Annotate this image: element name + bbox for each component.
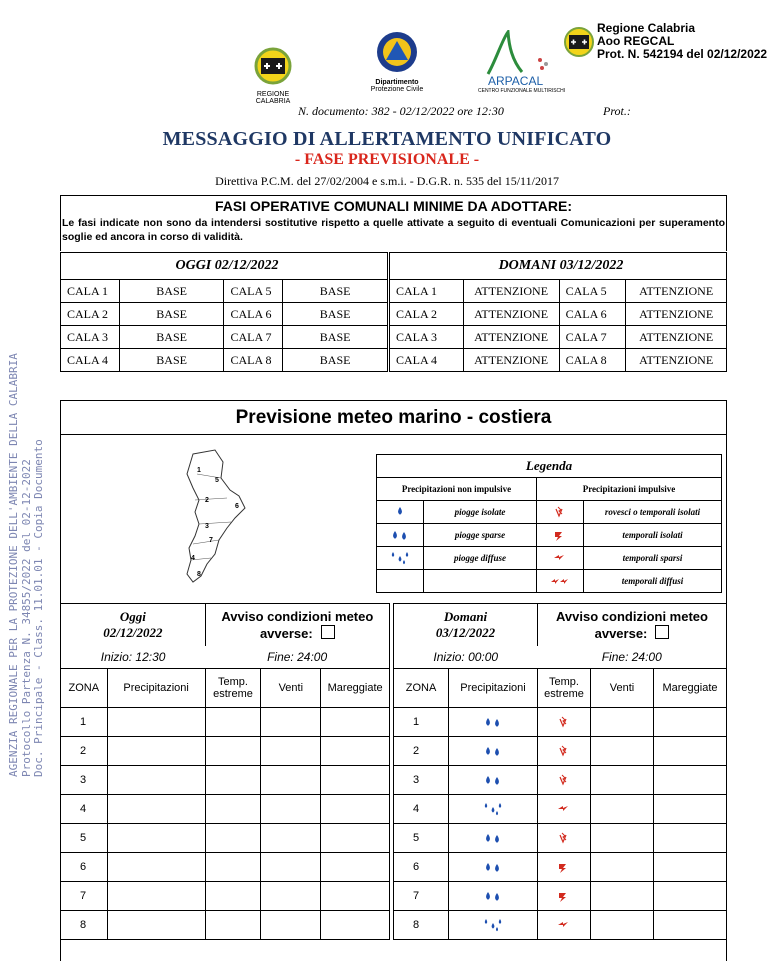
mareggiate-cell	[321, 882, 390, 911]
legend-table	[376, 454, 722, 593]
temp-cell	[205, 795, 261, 824]
zone-row	[61, 882, 390, 911]
forecast-time-row	[61, 646, 390, 669]
stamp-line-3: Prot. N. 542194 del 02/12/2022	[597, 47, 768, 61]
zone-row	[61, 766, 390, 795]
column-header-row	[61, 669, 390, 708]
forecast-tomorrow-table	[393, 603, 727, 940]
piogge-sparse-icon	[481, 861, 505, 873]
forecast-day-cell	[61, 604, 206, 647]
meteo-title: Previsione meteo marino - costiera	[60, 400, 727, 435]
mareggiate-cell	[321, 708, 390, 737]
avviso-cell	[205, 604, 389, 647]
temp-cell	[205, 737, 261, 766]
column-header: ZONA	[61, 669, 108, 708]
cala-phase-value: BASE	[283, 326, 388, 349]
forecast-date: 02/12/2022	[103, 625, 163, 640]
column-header: Temp. estreme	[538, 669, 591, 708]
forecast-day-label: Oggi	[119, 609, 146, 624]
map-zone-label: 6	[235, 503, 239, 510]
cala-phase-value: BASE	[283, 303, 388, 326]
cala-today-table	[60, 252, 388, 372]
precip-cell	[107, 911, 205, 940]
legend-right-label: rovesci o temporali isolati	[584, 501, 722, 524]
mareggiate-cell	[321, 795, 390, 824]
piogge-sparse-icon	[481, 774, 505, 786]
temp-cell	[205, 911, 261, 940]
avviso-checkbox[interactable]	[321, 625, 335, 639]
protocol-watermark	[7, 353, 80, 777]
precip-cell	[107, 708, 205, 737]
cala-zone-label: CALA 4	[390, 349, 464, 372]
mareggiate-cell	[321, 766, 390, 795]
cala-tomorrow-heading: DOMANI 03/12/2022	[390, 253, 727, 280]
venti-cell	[591, 882, 654, 911]
precip-cell	[107, 824, 205, 853]
rovesci-o-temporali-isolati-icon	[554, 832, 574, 844]
map-zone-label: 1	[197, 467, 201, 474]
venti-cell	[261, 708, 321, 737]
forecast-end: Fine: 24:00	[205, 646, 389, 669]
fasi-title: FASI OPERATIVE COMUNALI MINIME DA ADOTTARE:	[215, 198, 572, 214]
fasi-operative-box	[60, 195, 727, 251]
zone-row	[61, 824, 390, 853]
cala-zone-label: CALA 1	[61, 280, 120, 303]
zone-row	[394, 795, 727, 824]
zone-number: 1	[394, 708, 449, 737]
zone-number: 1	[61, 708, 108, 737]
temp-cell	[538, 911, 591, 940]
precip-cell	[107, 766, 205, 795]
protezione-civile-emblem-icon	[365, 30, 429, 74]
column-header: ZONA	[394, 669, 449, 708]
mareggiate-cell	[654, 824, 727, 853]
zone-row	[394, 824, 727, 853]
venti-cell	[591, 766, 654, 795]
legend-row	[377, 547, 722, 570]
precip-cell	[449, 737, 538, 766]
zone-row	[61, 911, 390, 940]
venti-cell	[591, 737, 654, 766]
zone-row	[394, 766, 727, 795]
cala-row	[61, 280, 388, 303]
watermark-line-2: Protocollo Partenza N. 34855/2022 del 02-12-2022	[19, 459, 33, 777]
stamp-line-1: Regione Calabria	[597, 21, 696, 35]
mareggiate-cell	[654, 766, 727, 795]
mareggiate-cell	[654, 708, 727, 737]
cala-row	[390, 326, 727, 349]
forecast-time-row	[394, 646, 727, 669]
piogge-diffuse-icon	[377, 547, 424, 570]
venti-cell	[591, 708, 654, 737]
precip-cell	[449, 795, 538, 824]
forecast-today-table	[60, 603, 390, 940]
cala-phase-value: BASE	[119, 326, 224, 349]
zone-row	[61, 795, 390, 824]
venti-cell	[261, 853, 321, 882]
forecast-start: Inizio: 12:30	[61, 646, 206, 669]
forecast-day-label: Domani	[443, 609, 488, 624]
venti-cell	[591, 824, 654, 853]
legend-left-label: piogge diffuse	[424, 547, 537, 570]
zone-number: 4	[394, 795, 449, 824]
calabria-crest-icon	[563, 24, 595, 60]
stamp-line-2: Aoo REGCAL	[597, 34, 675, 48]
cala-row	[61, 303, 388, 326]
map-zone-label: 3	[205, 523, 209, 530]
calabria-emblem-icon	[240, 46, 306, 86]
precip-cell	[449, 853, 538, 882]
mareggiate-cell	[321, 824, 390, 853]
avviso-cell	[538, 604, 727, 647]
temp-cell	[205, 708, 261, 737]
cala-zone-label: CALA 4	[61, 349, 120, 372]
legend-right-label: temporali sparsi	[584, 547, 722, 570]
avviso-checkbox[interactable]	[655, 625, 669, 639]
temp-cell	[205, 824, 261, 853]
piogge-sparse-icon	[481, 890, 505, 902]
precip-cell	[107, 737, 205, 766]
cala-zone-label: CALA 8	[224, 349, 283, 372]
venti-cell	[261, 737, 321, 766]
zone-row	[394, 708, 727, 737]
zone-number: 2	[394, 737, 449, 766]
piogge-sparse-icon	[481, 716, 505, 728]
column-header: Venti	[261, 669, 321, 708]
temp-cell	[538, 766, 591, 795]
temporali-isolati-icon	[554, 861, 574, 873]
cala-zone-label: CALA 6	[224, 303, 283, 326]
cala-phase-value: ATTENZIONE	[463, 303, 559, 326]
arpacal-emblem-icon	[478, 30, 558, 76]
cala-phase-value: ATTENZIONE	[626, 326, 727, 349]
column-header: Mareggiate	[654, 669, 727, 708]
forecast-day-cell	[394, 604, 538, 647]
zone-row	[394, 882, 727, 911]
temp-cell	[538, 708, 591, 737]
cala-tomorrow-table	[389, 252, 727, 372]
temp-cell	[538, 737, 591, 766]
column-header: Temp. estreme	[205, 669, 261, 708]
column-header-row	[394, 669, 727, 708]
temporali-sparsi-icon	[554, 803, 574, 815]
venti-cell	[261, 824, 321, 853]
mareggiate-cell	[654, 737, 727, 766]
avviso-label: Avviso condizioni meteo avverse:	[556, 608, 708, 641]
cala-zone-label: CALA 1	[390, 280, 464, 303]
watermark-line-1: AGENZIA REGIONALE PER LA PROTEZIONE DELL'AMBIENTE DELLA CALABRIA	[7, 353, 20, 777]
cala-zone-label: CALA 7	[559, 326, 626, 349]
column-header: Venti	[591, 669, 654, 708]
cala-phase-value: ATTENZIONE	[626, 303, 727, 326]
protezione-civile-caption-2: Protezione Civile	[370, 86, 424, 93]
mareggiate-cell	[654, 853, 727, 882]
legend-col-right: Precipitazioni impulsive	[537, 478, 722, 501]
temporali-isolati-icon	[537, 524, 584, 547]
rovesci-o-temporali-isolati-icon	[554, 774, 574, 786]
page-subtitle: - FASE PREVISIONALE -	[294, 151, 480, 168]
cala-zone-label: CALA 8	[559, 349, 626, 372]
venti-cell	[261, 911, 321, 940]
precip-cell	[107, 853, 205, 882]
protezione-civile-logo	[365, 30, 429, 93]
page-title: MESSAGGIO DI ALLERTAMENTO UNIFICATO	[162, 128, 612, 150]
legend-right-label: temporali diffusi	[584, 570, 722, 593]
zone-number: 2	[61, 737, 108, 766]
temp-cell	[205, 853, 261, 882]
map-zone-label: 5	[215, 477, 219, 484]
piogge-sparse-icon	[481, 832, 505, 844]
column-header: Precipitazioni	[449, 669, 538, 708]
cala-phase-value: BASE	[119, 349, 224, 372]
temp-cell	[538, 853, 591, 882]
cala-zone-label: CALA 3	[390, 326, 464, 349]
venti-cell	[591, 795, 654, 824]
zone-number: 7	[61, 882, 108, 911]
cala-row	[61, 326, 388, 349]
cala-phase-value: ATTENZIONE	[626, 280, 727, 303]
cala-row	[390, 349, 727, 372]
temporali-sparsi-icon	[537, 547, 584, 570]
zone-number: 4	[61, 795, 108, 824]
piogge-sparse-icon	[481, 745, 505, 757]
map-zone-label: 7	[209, 537, 213, 544]
cala-phase-value: ATTENZIONE	[463, 349, 559, 372]
venti-cell	[591, 853, 654, 882]
legend-col-left: Precipitazioni non impulsive	[377, 478, 537, 501]
mareggiate-cell	[654, 795, 727, 824]
arpacal-caption: CENTRO FUNZIONALE MULTIRISCHI	[478, 88, 566, 94]
piogge-diffuse-icon	[481, 919, 505, 931]
cala-row	[61, 349, 388, 372]
precip-cell	[449, 708, 538, 737]
forecast-header-row	[61, 604, 390, 647]
mareggiate-cell	[654, 882, 727, 911]
zone-row	[394, 853, 727, 882]
venti-cell	[261, 882, 321, 911]
column-header: Mareggiate	[321, 669, 390, 708]
cala-zone-label: CALA 7	[224, 326, 283, 349]
cala-phase-value: ATTENZIONE	[463, 280, 559, 303]
zone-row	[61, 853, 390, 882]
map-zone-label: 4	[191, 555, 195, 562]
legend-empty-cell	[377, 570, 424, 593]
watermark-line-3: Doc. Principale - Class. 11.01.01 - Copia Documento	[32, 439, 45, 777]
rovesci-o-temporali-isolati-icon	[537, 501, 584, 524]
zone-number: 5	[394, 824, 449, 853]
piogge-isolate-icon	[377, 501, 424, 524]
fasi-text: Le fasi indicate non sono da intendersi sostitutive rispetto a quelle attivate a seguito di eventuali Comunicazioni per superamento soglie ed ancora in corso di validità.	[62, 217, 725, 243]
precip-cell	[107, 882, 205, 911]
cala-phase-value: BASE	[283, 349, 388, 372]
rovesci-o-temporali-isolati-icon	[554, 716, 574, 728]
temporali-sparsi-icon	[554, 919, 574, 931]
legend-title: Legenda	[377, 455, 722, 478]
legend-row	[377, 570, 722, 593]
zone-row	[61, 708, 390, 737]
arpacal-logo	[478, 30, 566, 94]
temporali-diffusi-icon	[537, 570, 584, 593]
temp-cell	[205, 766, 261, 795]
cala-zone-label: CALA 5	[224, 280, 283, 303]
cala-zone-label: CALA 6	[559, 303, 626, 326]
cala-zone-label: CALA 3	[61, 326, 120, 349]
precip-cell	[449, 766, 538, 795]
cala-row	[390, 303, 727, 326]
zone-number: 6	[394, 853, 449, 882]
temp-cell	[205, 882, 261, 911]
map-zone-label: 2	[205, 497, 209, 504]
avviso-label: Avviso condizioni meteo avverse:	[221, 608, 374, 641]
zone-row	[61, 737, 390, 766]
rovesci-o-temporali-isolati-icon	[554, 745, 574, 757]
cala-phase-value: BASE	[119, 280, 224, 303]
directive-line: Direttiva P.C.M. del 27/02/2004 e s.m.i. - D.G.R. n. 535 del 15/11/2017	[215, 174, 559, 188]
forecast-header-row	[394, 604, 727, 647]
cala-zone-label: CALA 2	[390, 303, 464, 326]
prot-label: Prot.:	[603, 104, 631, 118]
zone-number: 8	[394, 911, 449, 940]
venti-cell	[261, 766, 321, 795]
zone-number: 3	[61, 766, 108, 795]
temp-cell	[538, 795, 591, 824]
arpacal-name: ARPACAL	[488, 74, 544, 88]
protezione-civile-caption-1: Dipartimento	[375, 79, 419, 86]
map-zone-label: 8	[197, 571, 201, 578]
regione-calabria-logo	[240, 46, 306, 105]
cala-zone-label: CALA 2	[61, 303, 120, 326]
cala-phase-value: ATTENZIONE	[626, 349, 727, 372]
zone-number: 7	[394, 882, 449, 911]
zone-row	[394, 737, 727, 766]
piogge-sparse-icon	[377, 524, 424, 547]
column-header: Precipitazioni	[107, 669, 205, 708]
calabria-zones-map	[175, 444, 255, 589]
legend-right-label: temporali isolati	[584, 524, 722, 547]
precip-cell	[449, 882, 538, 911]
legend-left-label	[424, 570, 537, 593]
precip-cell	[449, 824, 538, 853]
forecast-end: Fine: 24:00	[538, 646, 727, 669]
zone-number: 5	[61, 824, 108, 853]
cala-phase-value: BASE	[283, 280, 388, 303]
temporali-isolati-icon	[554, 890, 574, 902]
legend-left-label: piogge isolate	[424, 501, 537, 524]
mareggiate-cell	[654, 911, 727, 940]
cala-phase-value: ATTENZIONE	[463, 326, 559, 349]
piogge-diffuse-icon	[481, 803, 505, 815]
cala-phase-value: BASE	[119, 303, 224, 326]
zone-number: 3	[394, 766, 449, 795]
mareggiate-cell	[321, 853, 390, 882]
temp-cell	[538, 824, 591, 853]
legend-left-label: piogge sparse	[424, 524, 537, 547]
zone-number: 8	[61, 911, 108, 940]
precip-cell	[107, 795, 205, 824]
temp-cell	[538, 882, 591, 911]
regione-calabria-caption: REGIONE CALABRIA	[255, 91, 291, 105]
venti-cell	[261, 795, 321, 824]
forecast-start: Inizio: 00:00	[394, 646, 538, 669]
cala-today-heading: OGGI 02/12/2022	[61, 253, 388, 280]
document-number: N. documento: 382 - 02/12/2022 ore 12:30	[298, 104, 504, 118]
venti-cell	[591, 911, 654, 940]
precip-cell	[449, 911, 538, 940]
mareggiate-cell	[321, 737, 390, 766]
forecast-date: 03/12/2022	[435, 625, 496, 640]
mareggiate-cell	[321, 911, 390, 940]
legend-row	[377, 501, 722, 524]
cala-row	[390, 280, 727, 303]
zone-row	[394, 911, 727, 940]
zone-number: 6	[61, 853, 108, 882]
cala-zone-label: CALA 5	[559, 280, 626, 303]
legend-row	[377, 524, 722, 547]
